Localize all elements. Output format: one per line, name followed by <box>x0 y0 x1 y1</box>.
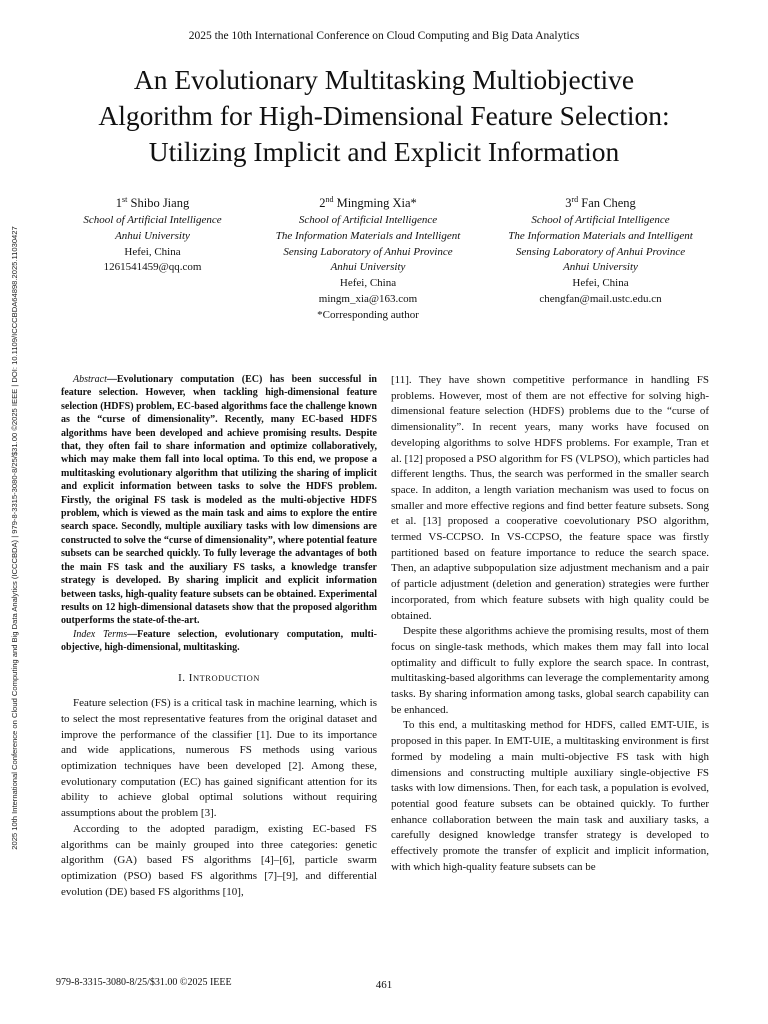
abstract-text: —Evolutionary computation (EC) has been successful in feature selection. However, when tackling high-dimensional feature selection (HDFS) problem, EC-based algorithms face the challenge known as the “curse of dimensionality”. Recently, many EC-based HDFS algorithms have been developed and achieve promising results. Despite that, they often fail to share information and optimize collaboratively, which may make them fall into local optima. To this end, we propose a multitasking evolutionary algorithm that utilizing the sharing of implicit and explicit information between tasks to solve the HDFS problem. Firstly, the original FS task is modeled as the multi-objective HDFS problem, which is viewed as the main task and aims to explore the entire search space. Secondly, multiple auxiliary tasks with low dimensions are constructed to solve the “curse of dimensionality”, where potential feature subsets can be searched quickly. To fully leverage the advantages of both the main FS task and the auxiliary FS tasks, a knowledge transfer strategy is developed. By sharing implicit and explicit information between tasks, high-quality feature subsets can be obtained. Experimental results on 12 high-dimensional datasets show that the proposed algorithm outperforms the state-of-the-art. <box>61 374 377 627</box>
author-name: 1st Shibo Jiang <box>115 195 190 211</box>
affiliation-line: The Information Materials and Intelligent <box>508 229 693 242</box>
body-paragraph: According to the adopted paradigm, existing EC-based FS algorithms can be mainly grouped into three categories: genetic algorithm (GA) based FS algorithms [4]–[6], particle swarm optimization (PSO) based FS algorithms [7]–[9], and differential evolution (DE) based FS algorithms [10], <box>61 822 377 898</box>
author-1 <box>50 192 255 324</box>
section-heading: I. INTRODUCTION <box>178 671 260 684</box>
left-column <box>61 373 377 900</box>
doi-sidebar: 2025 10th International Conference on Cloud Computing and Big Data Analytics (ICCCBDA) | 979-8-3315-3080-8/25/$31.00 ©2025 IEEE | DOI: 10.1109/ICCCBDA64898.2025.11030427 <box>10 226 19 850</box>
body-paragraph: Feature selection (FS) is a critical task in machine learning, which is to select the most representative features from the original dataset and improve the performance of the classifier [1]. Due to its importance and wide applications, numerous FS methods using various optimization techniques have been developed [2]. Among these, evolutionary computation (EC) has gained significant attention for its ability to achieve global optimal solutions without requiring assumptions about the problem [3]. <box>61 697 377 820</box>
title-line: Utilizing Implicit and Explicit Information <box>148 136 620 167</box>
affiliation-line: Sensing Laboratory of Anhui Province <box>515 245 686 258</box>
footer-isbn: 979-8-3315-3080-8/25/$31.00 ©2025 IEEE <box>56 977 232 988</box>
affiliation-line: School of Artificial Intelligence <box>83 213 222 226</box>
author-name: 3rd Fan Cheng <box>565 195 636 211</box>
body-paragraph: To this end, a multitasking method for HDFS, called EMT-UIE, is proposed in this paper. In EMT-UIE, a multitasking environment is first formed by modeling a main multi-objective FS task with high dimensions and constructing multiple auxiliary single-objective FS tasks with low dimensions. Then, for each task, a population is evolved, potential good feature subsets can be obtained quickly. To further enhance collaboration between the main task and auxiliary tasks, a carefully designed knowledge transfer strategy is developed to effectively promote the transfer of explicit and implicit information, with which high-quality feature subsets can be <box>391 719 709 873</box>
abstract <box>61 373 377 628</box>
affiliation-line: Sensing Laboratory of Anhui Province <box>283 245 453 258</box>
conference-header: 2025 the 10th International Conference on Cloud Computing and Big Data Analytics <box>188 30 580 42</box>
author-email: mingm_xia@163.com <box>318 292 418 305</box>
author-location: Hefei, China <box>572 277 629 290</box>
author-email: chengfan@mail.ustc.edu.cn <box>539 292 662 305</box>
index-terms <box>61 628 377 655</box>
title-line: Algorithm for High-Dimensional Feature Selection: <box>98 100 670 131</box>
right-column <box>391 373 709 876</box>
affiliation-line: The Information Materials and Intelligent <box>275 229 461 242</box>
corresponding-note: *Corresponding author <box>317 308 419 321</box>
affiliation-line: School of Artificial Intelligence <box>298 213 438 226</box>
body-paragraph: Despite these algorithms achieve the promising results, most of them focus on single-task methods, which makes them may fall into local optimality and difficult to fully explore the search space. In contrast, multitasking-based algorithms can leverage the complementarity among tasks. By sharing information among tasks, global search capability can be enhanced. <box>391 625 709 716</box>
abstract-lead: Abstract <box>73 374 107 385</box>
author-location: Hefei, China <box>339 277 397 290</box>
affiliation-line: Anhui University <box>115 229 190 242</box>
index-terms-text: —Feature selection, evolutionary computation, multi-objective, high-dimensional, multitasking. <box>61 628 377 654</box>
author-location: Hefei, China <box>124 245 181 258</box>
paper-title <box>40 62 728 170</box>
index-terms-lead: Index Terms <box>73 628 128 640</box>
affiliation-line: Anhui University <box>330 261 406 274</box>
title-line: An Evolutionary Multitasking Multiobjective <box>133 64 635 95</box>
author-name: 2nd Mingming Xia* <box>319 195 417 211</box>
author-email: 1261541459@qq.com <box>103 261 202 274</box>
author-block <box>50 192 720 324</box>
body-paragraph: [11]. They have shown competitive performance in handling FS problems. However, most of them are not effective for solving high-dimensional feature selection (HDFS) problems due to the “curse of dimensionality”. In recent years, many works have focused on developing algorithms to solve HDFS problems. For example, Tran et al. [12] proposed a PSO algorithm for FS (VLPSO), which particles had different lengths. Thus, the search was performed in the smaller search space. In additon, a length variation mechanism was used to focus on smaller and more effective regions and find better feature subsets. Song et al. [13] proposed a cooperative coevolutionary PSO algorithm, termed VS-CCPSO. In VS-CCPSO, the feature space was firstly partitioned based on feature importance to reduce the search space. Then, an adaptive subpopulation size adjustment mechanism and a pair of particle adjustment (deletion and generation) strategies were further incorporated, from which feature subsets with high quality could be obtained. <box>391 374 709 622</box>
author-3 <box>481 192 720 324</box>
author-2 <box>255 192 481 324</box>
page-number: 461 <box>375 979 393 991</box>
affiliation-line: School of Artificial Intelligence <box>531 213 670 226</box>
affiliation-line: Anhui University <box>563 261 638 274</box>
